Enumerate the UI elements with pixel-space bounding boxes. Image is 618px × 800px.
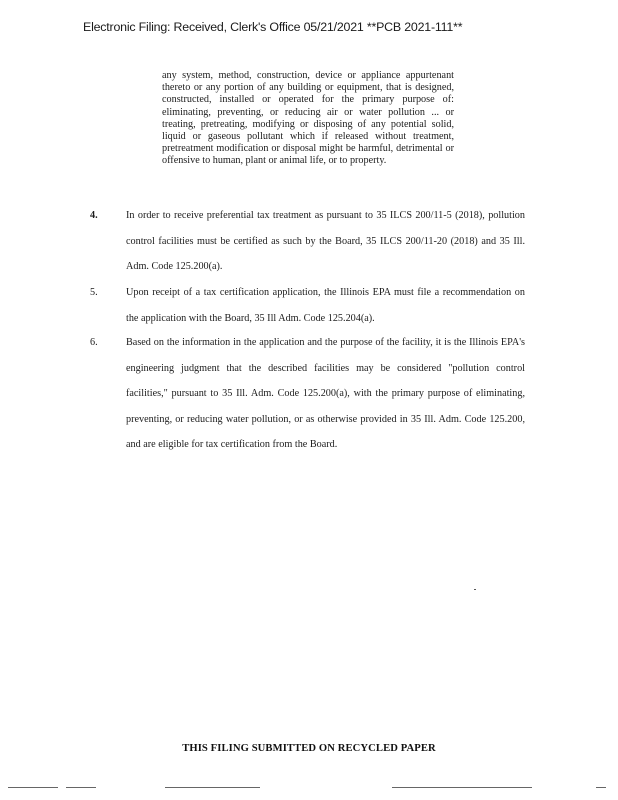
paragraph-text: Upon receipt of a tax certification application, the Illinois EPA must file a recommendation on the application with the Board, 35 Ill Adm. Code 125.204(a). xyxy=(126,287,525,324)
paragraph-text: In order to receive preferential tax treatment as pursuant to 35 ILCS 200/11-5 (2018), pollution control facilities must be certified as such by the Board, 35 ILCS 200/11-20 (2018) and 35 Ill. Adm. Code 125.200(a). xyxy=(126,210,525,272)
paragraph-number: 6. xyxy=(90,337,98,348)
paragraph-number: 4. xyxy=(90,210,98,221)
scan-artifact-line xyxy=(8,787,58,788)
paragraph-number: 5. xyxy=(90,287,98,298)
scan-artifact-line xyxy=(165,787,260,788)
scan-speck xyxy=(474,589,476,590)
recycled-paper-footer: THIS FILING SUBMITTED ON RECYCLED PAPER xyxy=(182,743,436,754)
scan-artifact-line xyxy=(392,787,532,788)
paragraph-text: Based on the information in the application and the purpose of the facility, it is the Illinois EPA's engineering judgment that the described facilities may be considered "pollution control facilities," pursuant to 35 Ill. Adm. Code 125.200(a), with the primary purpose of eliminating, preventing, or reducing water pollution, or as otherwise provided in 35 Ill. Adm. Code 125.200, and are eligible for tax certification from the Board. xyxy=(126,337,525,450)
statutory-definition-quote: any system, method, construction, device or appliance appurtenant thereto or any portion of any building or equipment, that is designed, constructed, installed or operated for the primary purpose of: eliminating, preventing, or reducing air or water pollution ... or treating, pretreating, modifying or disposing of any potential solid, liquid or gaseous pollutant which if released without treatment, pretreatment modification or disposal might be harmful, detrimental or offensive to human, plant or animal life, or to property. xyxy=(162,70,454,167)
scan-artifact-line xyxy=(66,787,96,788)
filing-stamp-header: Electronic Filing: Received, Clerk's Office 05/21/2021 **PCB 2021-111** xyxy=(83,20,463,34)
scan-artifact-line xyxy=(596,787,606,788)
